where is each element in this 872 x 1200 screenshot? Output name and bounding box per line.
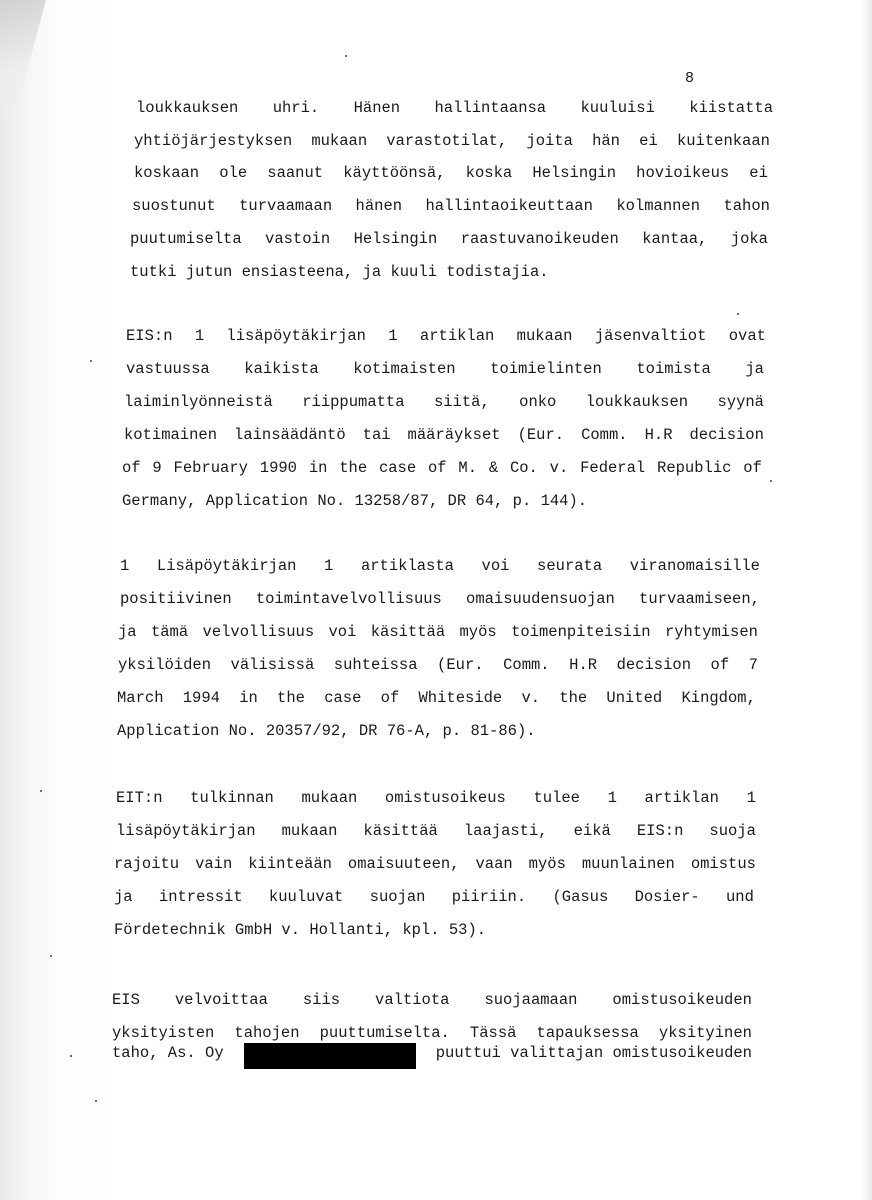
paragraph-4-line: ja intressit kuuluvat suojan piiriin. (Gasus Dosier- und bbox=[114, 888, 754, 906]
scan-speck bbox=[95, 1100, 97, 1102]
scan-speck bbox=[770, 480, 772, 482]
scan-speck bbox=[50, 955, 52, 957]
paragraph-4-line: lisäpöytäkirjan mukaan käsittää laajasti, eikä EIS:n suoja bbox=[116, 822, 756, 840]
paragraph-3-line: Application No. 20357/92, DR 76-A, p. 81-86). bbox=[117, 722, 536, 740]
paragraph-1-line: yhtiöjärjestyksen mukaan varastotilat, joita hän ei kuitenkaan bbox=[134, 132, 770, 150]
redacted-line-after: puuttui valittajan omistusoikeuden bbox=[435, 1044, 752, 1062]
paragraph-3-line: positiivinen toimintavelvollisuus omaisuudensuojan turvaamiseen, bbox=[120, 590, 760, 608]
page-edge-shadow bbox=[862, 0, 872, 1200]
page-number: 8 bbox=[685, 70, 695, 87]
paragraph-3-line: March 1994 in the case of Whiteside v. the United Kingdom, bbox=[117, 689, 756, 707]
paragraph-2-line: Germany, Application No. 13258/87, DR 64, p. 144). bbox=[122, 492, 588, 510]
paragraph-2-line: laiminlyönneistä riippumatta siitä, onko loukkauksen syynä bbox=[124, 393, 764, 411]
paragraph-3-line: ja tämä velvollisuus voi käsittää myös toimenpiteisiin ryhtymisen bbox=[118, 623, 758, 641]
paragraph-1-line: suostunut turvaamaan hänen hallintaoikeuttaan kolmannen tahon bbox=[132, 197, 770, 215]
paragraph-2-line: kotimainen lainsäädäntö tai määräykset (Eur. Comm. H.R decision bbox=[124, 426, 764, 444]
paragraph-1-line: puutumiselta vastoin Helsingin raastuvanoikeuden kantaa, joka bbox=[130, 230, 768, 248]
paragraph-3-line: 1 Lisäpöytäkirjan 1 artiklasta voi seurata viranomaisille bbox=[120, 557, 760, 575]
paragraph-1-line: tutki jutun ensiasteena, ja kuuli todistajia. bbox=[130, 263, 549, 281]
scan-speck bbox=[70, 1055, 72, 1057]
paragraph-5-line: yksityisten tahojen puuttumiselta. Tässä tapauksessa yksityinen bbox=[112, 1024, 752, 1042]
paragraph-4-line: EIT:n tulkinnan mukaan omistusoikeus tulee 1 artiklan 1 bbox=[116, 789, 756, 807]
scan-speck bbox=[737, 313, 739, 315]
paragraph-3-line: yksilöiden välisissä suhteissa (Eur. Comm. H.R decision of 7 bbox=[118, 656, 758, 674]
paragraph-2-line: EIS:n 1 lisäpöytäkirjan 1 artiklan mukaan jäsenvaltiot ovat bbox=[126, 327, 766, 345]
paragraph-5-line: EIS velvoittaa siis valtiota suojaamaan omistusoikeuden bbox=[112, 991, 752, 1009]
redacted-line-before: taho, As. Oy bbox=[112, 1044, 224, 1062]
scan-speck bbox=[90, 360, 92, 362]
redacted-line bbox=[112, 1043, 752, 1069]
paragraph-4-line: Fördetechnik GmbH v. Hollanti, kpl. 53). bbox=[114, 921, 487, 939]
paragraph-4-line: rajoitu vain kiinteään omaisuuteen, vaan myös muunlainen omistus bbox=[114, 855, 756, 873]
redaction-bar bbox=[244, 1043, 416, 1069]
scan-speck bbox=[345, 55, 347, 57]
paragraph-2-line: of 9 February 1990 in the case of M. & Co. v. Federal Republic of bbox=[122, 459, 762, 477]
paragraph-1-line: loukkauksen uhri. Hänen hallintaansa kuuluisi kiistatta bbox=[136, 99, 773, 117]
paragraph-1-line: koskaan ole saanut käyttöönsä, koska Helsingin hovioikeus ei bbox=[134, 164, 768, 182]
scan-speck bbox=[40, 790, 42, 792]
paragraph-2-line: vastuussa kaikista kotimaisten toimielinten toimista ja bbox=[126, 360, 764, 378]
